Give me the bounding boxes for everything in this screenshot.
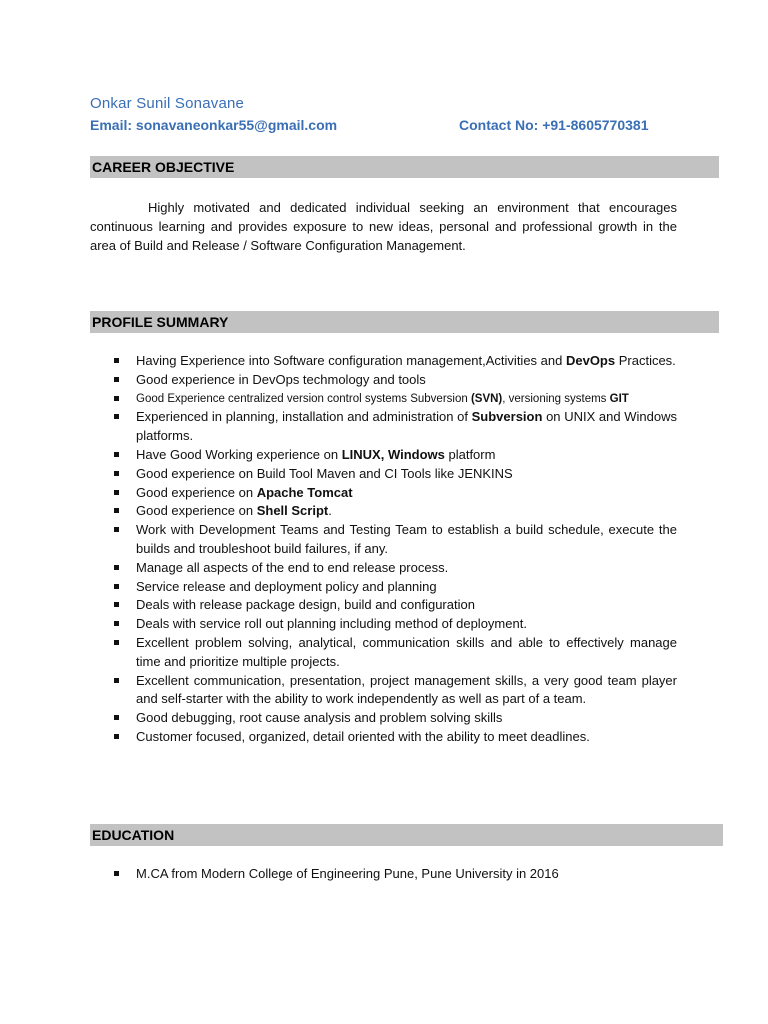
text: Deals with service roll out planning including method of deployment. <box>136 616 527 632</box>
text: Good experience on Build Tool Maven and CI Tools like JENKINS <box>136 465 513 481</box>
text: Good experience on <box>136 484 257 500</box>
profile-item <box>90 559 677 578</box>
candidate-name: Onkar Sunil Sonavane <box>90 95 245 112</box>
profile-item <box>90 390 677 409</box>
text: Experienced in planning, installation and administration of <box>136 409 472 425</box>
text: Customer focused, organized, detail oriented with the ability to meet deadlines. <box>136 728 590 744</box>
bullet-icon <box>114 565 119 570</box>
text: . <box>328 503 332 519</box>
profile-item <box>90 465 677 484</box>
profile-item <box>90 446 677 465</box>
bullet-icon <box>114 602 119 607</box>
bullet-icon <box>114 584 119 589</box>
text: , versioning systems <box>502 392 610 405</box>
email-address: Email: sonavaneonkar55@gmail.com <box>90 117 338 133</box>
text: Manage all aspects of the end to end release process. <box>136 559 449 575</box>
text: Good debugging, root cause analysis and problem solving skills <box>136 710 503 726</box>
text: Practices. <box>615 353 676 368</box>
bullet-icon <box>114 527 119 532</box>
bold-text: Apache Tomcat <box>256 484 353 500</box>
bullet-icon <box>114 396 119 401</box>
profile-item <box>90 578 677 597</box>
bold-text: LINUX, Windows <box>341 446 445 462</box>
education-title: EDUCATION <box>92 827 175 843</box>
bullet-icon <box>114 471 119 476</box>
career-objective-text: Highly motivated and dedicated individual seeking an environment that encourages continuous learning and provides exposure to new ideas, personal and professional growth in the area of Build and Release / Software Configuration Management. <box>90 200 677 253</box>
text: on UNIX and Windows platforms. <box>136 409 677 444</box>
text: Good experience on <box>136 503 257 519</box>
education-list <box>90 865 677 884</box>
text: Having Experience into Software configuration management,Activities and <box>136 353 566 368</box>
profile-item <box>90 709 677 728</box>
profile-item <box>90 521 677 559</box>
bullet-icon <box>114 508 119 513</box>
bullet-icon <box>114 490 119 495</box>
bold-text: Subversion <box>471 409 543 425</box>
text: Have Good Working experience on <box>136 446 342 462</box>
profile-item <box>90 634 677 672</box>
profile-item <box>90 371 677 390</box>
text: Good Experience centralized version control systems Subversion <box>136 392 471 405</box>
bold-text: GIT <box>609 392 629 405</box>
profile-summary-list <box>90 352 677 747</box>
profile-item <box>90 502 677 521</box>
profile-item <box>90 596 677 615</box>
profile-item <box>90 672 677 710</box>
bullet-icon <box>114 621 119 626</box>
bullet-icon <box>114 414 119 419</box>
profile-item <box>90 352 677 371</box>
bold-text: DevOps <box>565 353 616 368</box>
text: Good experience in DevOps techmology and tools <box>136 371 426 387</box>
profile-summary-header <box>90 311 719 333</box>
bold-text: Shell Script <box>256 503 329 519</box>
contact-number: Contact No: +91-8605770381 <box>459 117 649 133</box>
text: Service release and deployment policy and planning <box>136 578 437 594</box>
text: Work with Development Teams and Testing Team to establish a build schedule, execute the builds and troubleshoot build failures, if any. <box>136 522 677 556</box>
text: M.CA from Modern College of Engineering Pune, Pune University in 2016 <box>136 866 559 881</box>
bullet-icon <box>114 640 119 645</box>
bold-text: (SVN) <box>470 392 503 405</box>
bullet-icon <box>114 871 119 876</box>
text: Deals with release package design, build and configuration <box>136 597 475 613</box>
bullet-icon <box>114 734 119 739</box>
profile-item <box>90 484 677 503</box>
profile-item <box>90 615 677 634</box>
career-objective-header <box>90 156 719 178</box>
education-item <box>90 865 677 884</box>
bullet-icon <box>114 358 119 363</box>
bullet-icon <box>114 715 119 720</box>
profile-item <box>90 408 677 446</box>
profile-item <box>90 728 677 747</box>
text: Excellent problem solving, analytical, communication skills and able to effectively manage time and prioritize multiple projects. <box>136 634 677 669</box>
bullet-icon <box>114 678 119 683</box>
bullet-icon <box>114 377 119 382</box>
text: Excellent communication, presentation, project management skills, a very good team player and self-starter with the ability to work independently as well as part of a team. <box>136 672 677 707</box>
career-objective-title: CAREER OBJECTIVE <box>92 159 235 175</box>
education-header <box>90 824 723 846</box>
profile-summary-title: PROFILE SUMMARY <box>92 314 229 330</box>
bullet-icon <box>114 452 119 457</box>
text: platform <box>444 446 496 462</box>
